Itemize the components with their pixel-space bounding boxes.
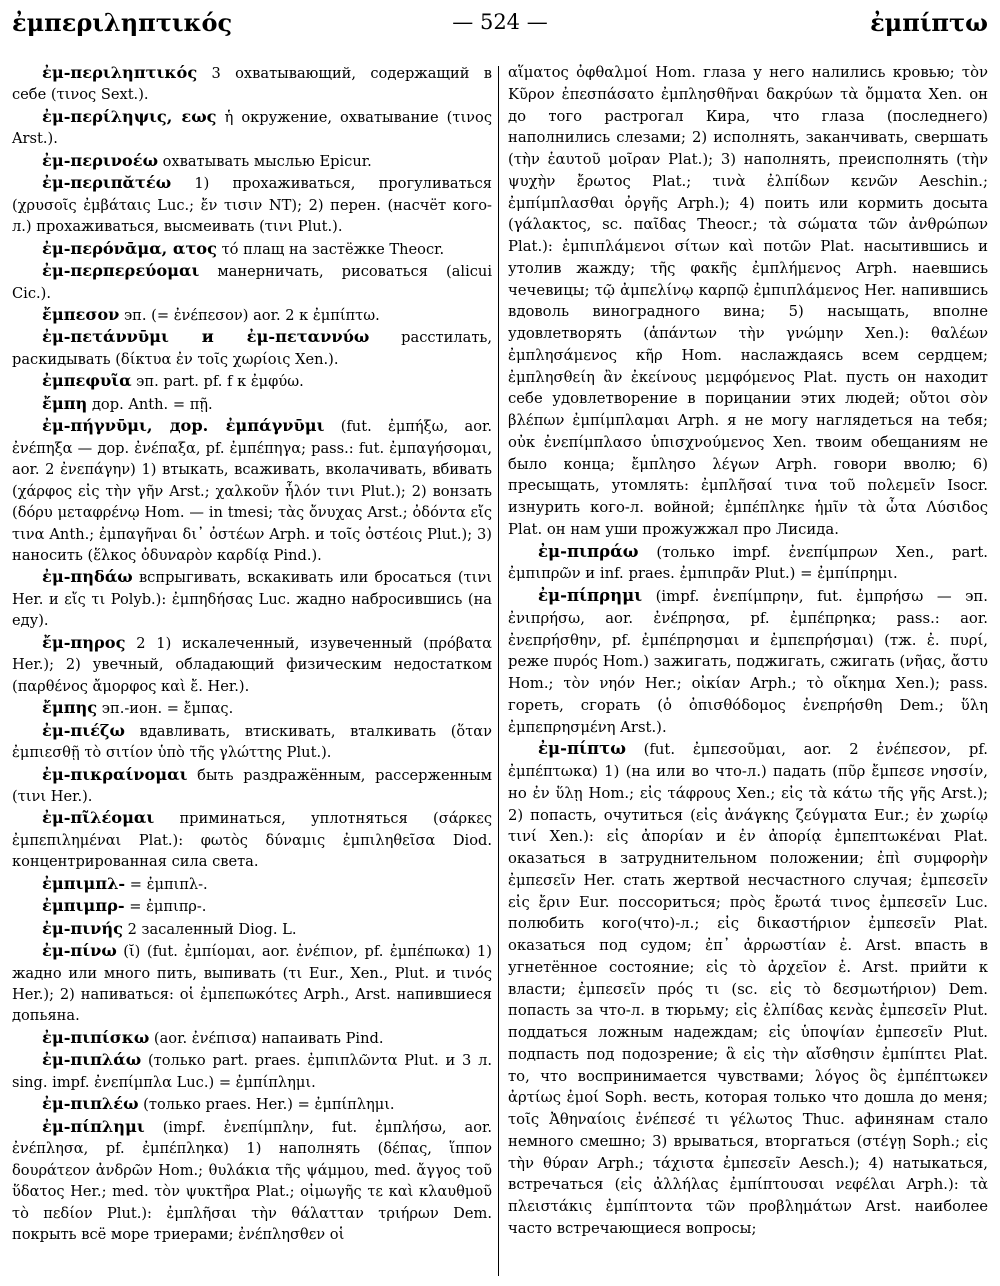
dictionary-entry: [508, 62, 988, 541]
left-column: [12, 62, 492, 1245]
entry-headword: ἐμ-περινοέω: [42, 150, 158, 170]
entry-headword: ἐμ-πιπράω: [538, 541, 639, 561]
entry-definition: 1) прохаживаться, прогуливаться (χρυσοῖς ἐμβάταις Luc.; ἔν τισιν NT); 2) перен. (насчёт кого-л.) прохаживаться, высмеивать (τινι Plut.).: [12, 175, 492, 236]
entry-definition: (fut. ἐμπήξω, aor. ἐνέπηξα — дор. ἐνέπαξα, pf. ἐμπέπηγα; pass.: fut. ἐμπαγήσομαι, aor. 2 ἐνεπάγην) 1) втыкать, всаживать, вколачивать, вбивать (χάρφος εἰς τὴν γῆν Arst.; χαλκοῦν ἧλόν τινι Plut.); 2) вонзать (δόρυ μεταφρένῳ Hom. — in tmesi; τὰς ὄνυχας Arst.; ὀδόντα εἴς τινα Anth.; ἐμπαγῆναι δι᾽ ὀστέων Arph. и τοῖς ὀστέοις Plut.); 3) наносить (ἕλκος ὀδυναρὸν καρδίᾳ Pind.).: [12, 418, 492, 564]
dictionary-entry: [12, 150, 492, 172]
entry-definition: быть раздражённым, рассерженным (τινι Her.).: [12, 766, 492, 805]
entry-headword: ἐμ-περπερεύομαι: [42, 261, 200, 281]
dictionary-entry: [12, 370, 492, 392]
entry-headword: ἐμ-πηδάω: [42, 567, 133, 587]
entry-definition: αἵματος ὀφθαλμοί Hom. глаза у него налились кровью; τὸν Κῦρον ἐπεσπάσατο ἐμπλησθῆναι δακρύων τὰ ὄμματα Xen. он до того растрогал Кира, что глаза (последнего) наполнились слезами; 2) исполнять, заканчивать, свершать (τὴν ἑαυτοῦ μοῖραν Plat.); 3) наполнять, преисполнять (τὴν ψυχὴν ἔρωτος Plat.; τινὰ ἐλπίδων κενῶν Aeschin.; ἐμπίμπλασθαι ὀργῆς Arph.); 4) поить или кормить досыта (γάλακτος, sc. παῖδας Theocr.; τὰ σώματα τῶν ἀνθρώπων Plat.): ἐμπιπλάμενοι σίτων καὶ ποτῶν Plat. насытившись и утолив жажду; τῆς φακῆς ἐμπλήμενος Arph. наевшись чечевицы; τῷ ἀμπελίνῳ καρπῷ ἐμπιπλάμενος Her. напившись вдоволь виноградного вина; 5) насыщать, вполне удовлетворять (ἁπάντων τὴν γνώμην Xen.): θαλέων ἐμπλησάμενος κῆρ Hom. наслаждаясь всем сердцем; ἐμπλησθείη ἂν ἐκείνους μεμφόμενος Plat. пусть он находит себе удовлетворение в порицании этих людей; οὔτοι σὸν βλέπων ἐμπίμπλαμαι Arph. я не могу наглядеться на тебя; οὐκ ἐνεπίμπλασο ὑπισχνούμενος Xen. твоим обещаниям не было конца; ἔμπλησο λέγων Arph. говори вволю; 6) пресыщать, утомлять: ἐμπλῆσαί τινα τοῦ πολεμεῖν Isocr. изнурить кого-л. войной; ἐμπέπληκε ἡμῖν τὰ ὦτα Λύσιδος Plat. он нам уши прожужжал про Лисида.: [508, 64, 988, 538]
dictionary-entry: [508, 585, 988, 738]
entry-definition: расстилать, раскидывать (δίκτυα ἐν τοῖς χωρίοις Xen.).: [12, 329, 492, 368]
entry-definition: (fut. ἐμπεσοῦμαι, aor. 2 ἐνέπεσον, pf. ἐμπέπτωκα) 1) (на или во что-л.) падать (πῦρ ἔμπεσε νησσίν, но ἐν ὕλῃ Hom.; εἰς τάφρους Xen.; εἰς τὰ κάτω τῆς γῆς Arst.); 2) попасть, очутиться (εἰς ἀνάγκης ζεύγματα Eur.; ἐν χωρίῳ τινί Xen.): εἰς ἀπορίαν и ἐν ἀπορίᾳ ἐμπεπτωκέναι Plat. оказаться в затруднительном положении; ἐπὶ συμφορὴν ἐμπεσεῖν Her. стать жертвой несчастного случая; ἐμπεσεῖν εἰς ἔριν Eur. поссориться; πρὸς ἔρωτά τινος ἐμπεσεῖν Luc. полюбить кого(что)-л.; εἰς δικαστήριον ἐμπεσεῖν Plat. оказаться под судом; ἐπ᾽ ἀρρωστίαν ἐ. Arst. впасть в угнетённое состояние; εἰς τὸ ἀρχεῖον ἐ. Arst. прийти к власти; ἐμπεσεῖν πρός τι (sc. εἰς τὸ δεσμωτήριον) Dem. попасть за что-л. в тюрьму; εἰς ἐλπίδας κενὰς ἐμπεσεῖν Plut. поддаться ложным надеждам; εἰς ὑποψίαν ἐμπεσεῖν Plut. подпасть под подозрение; ἃ εἰς τὴν αἴσθησιν ἐμπίπτει Plat. то, что воспринимается чувствами; λόγος ὃς ἐμπέπτωκεν ἀρτίως ἐμοί Soph. весть, которая только что дошла до меня; τοῖς Ἀθηναίοις ἐνέπεσέ τι γέλωτος Thuc. афинянам стало немного смешно; 3) врываться, вторгаться (στέγῃ Soph.; εἰς τὴν θύραν Arph.; τάχιστα ἐμπεσεῖν Aesch.); 4) натыкаться, встречаться (εἰς ἀλλήλας ἐμπίπτουσαι νεφέλαι Arph.): τὰ πλειστάκις ἐμπίπτοντα τῶν προβλημάτων Arst. наиболее часто встречающиеся вопросы;: [508, 741, 988, 1237]
entry-definition: (impf. ἐνεπίμπρην, fut. ἐμπρήσω — эп. ἐνιπρήσω, aor. ἐνέπρησα, pf. ἐμπέπρηκα; pass.: aor. ἐνεπρήσθην, pf. ἐμπέπρησμαι и ἐμπεπρήσμαι) (тж. ἐ. πυρί, реже πυρός Hom.) зажигать, поджигать, сжигать (νῆας, ἄστυ Hom.; τὸν νηόν Her.; οἰκίαν Arph.; τὸ οἴκημα Xen.); pass. гореть, сгорать (ὁ ὀπισθόδομος ἐνεπρήσθη Dem.; ὕλη ἐμπεπρησμένη Arst.).: [508, 588, 988, 736]
entry-headword: ἐμ-πίπρημι: [538, 586, 643, 605]
entry-headword: ἐμπεφυῖα: [42, 371, 132, 391]
dictionary-entry: [12, 918, 492, 940]
dictionary-entry: [12, 873, 492, 895]
entry-definition: (aor. ἐνέπισα) напаивать Pind.: [149, 1029, 384, 1047]
entry-headword: ἐμ-πιέζω: [42, 720, 125, 740]
dictionary-entry: [12, 326, 492, 370]
dictionary-entry: [12, 1027, 492, 1049]
entry-headword: ἐμ-πῖλέομαι: [42, 808, 155, 828]
entry-definition: (impf. ἐνεπίμπλην, fut. ἐμπλήσω, aor. ἐνέπλησα, pf. ἐμπέπληκα) 1) наполнять (δέπας, ἵππον δουράτεον ἀνδρῶν Hom.; θυλάκια τῆς ψάμμου, med. ἄγγος τοῦ ὕδατος Her.; med. τὸν ψυκτῆρα Plat.; οἰμωγῆς τε καὶ κλαυθμοῦ τὸ πεδίον Plut.): ἐμπλῆσαι τὴν θάλατταν τριήρων Dem. покрыть всё море триерами; ἐνέπλησθεν οἱ: [12, 1118, 492, 1244]
header-left-headword: ἐμπεριληπτικός: [12, 8, 233, 37]
dictionary-entry: [12, 172, 492, 237]
entry-definition: 3 охватывающий, содержащий в себе (τινος Sext.).: [12, 65, 492, 104]
entry-definition: = ἐμπιπλ-.: [125, 875, 208, 893]
entry-headword: ἐμ-περόνᾱμα, ατος: [42, 238, 217, 258]
entry-definition: (только praes. Her.) = ἐμπίπλημι.: [138, 1096, 395, 1114]
entry-definition: дор. Anth. = πῇ.: [87, 395, 213, 413]
entry-definition: = ἐμπιπρ-.: [124, 898, 207, 916]
dictionary-entry: [12, 304, 492, 326]
dictionary-entry: [12, 720, 492, 764]
page-number: — 524 —: [452, 10, 548, 34]
page-header: [12, 4, 988, 42]
entry-headword: ἔμπεσον: [42, 304, 120, 324]
entry-definition: (только impf. ἐνεπίμπρων Xen., part. ἐμπιπρῶν и inf. praes. ἐμπιπρᾶν Plut.) = ἐμπίπρημι.: [508, 543, 988, 583]
entry-definition: 2 засаленный Diog. L.: [122, 920, 297, 938]
dictionary-entry: [508, 541, 988, 586]
entry-headword: ἔμπη: [42, 393, 88, 413]
entry-headword: ἐμ-πιπίσκω: [42, 1027, 150, 1047]
dictionary-entry: [12, 260, 492, 304]
entry-headword: ἐμ-πιπλέω: [42, 1094, 139, 1114]
entry-headword: ἐμ-περιληπτικός: [42, 63, 198, 82]
dictionary-entry: [12, 807, 492, 872]
right-column: [508, 62, 988, 1240]
dictionary-entry: [12, 62, 492, 106]
entry-definition: эп.-ион. = ἔμπας.: [97, 700, 234, 718]
dictionary-entry: [12, 566, 492, 631]
header-right-headword: ἐμπίπτω: [870, 8, 988, 37]
entry-headword: ἔμπης: [42, 698, 98, 718]
dictionary-entry: [12, 1116, 492, 1246]
entry-definition: манерничать, рисоваться (alicui Cic.).: [12, 263, 492, 302]
entry-definition: эп. part. pf. f к ἐμφύω.: [131, 373, 304, 391]
dictionary-entry: [12, 895, 492, 917]
dictionary-entry: [12, 1049, 492, 1093]
entry-headword: ἐμ-πιπλάω: [42, 1050, 142, 1070]
dictionary-entry: [12, 106, 492, 150]
entry-headword: ἐμπιμπλ-: [42, 873, 126, 893]
entry-definition: τό плащ на застёжке Theocr.: [216, 240, 445, 258]
entry-definition: вдавливать, втискивать, вталкивать (ὅταν ἐμπιεσθῇ τὸ σιτίον ὑπὸ τῆς γλώττης Plut.).: [12, 722, 492, 762]
entry-definition: ἡ окружение, охватывание (τινος Arst.).: [12, 108, 492, 148]
entry-definition: (ῐ) (fut. ἐμπίομαι, aor. ἐνέπιον, pf. ἐμπέπωκα) 1) жадно или много пить, выпивать (τι Eur., Xen., Plut. и τινός Her.); 2) напиваться: οἱ ἐμπεπωκότες Arph., Arst. напившиеся допьяна.: [12, 943, 492, 1025]
entry-headword: ἔμ-πηρος: [42, 632, 126, 652]
entry-headword: ἐμ-περίληψις, εως: [42, 106, 217, 126]
entry-definition: (только part. praes. ἐμπιπλῶντα Plut. и 3 л. sing. impf. ἐνεπίμπλα Luc.) = ἐμπίπλημι.: [12, 1052, 492, 1091]
dictionary-entry: [12, 940, 492, 1027]
entry-definition: эп. (= ἐνέπεσον) aor. 2 к ἐμπίπτω.: [119, 306, 380, 324]
entry-definition: охватывать мыслью Epicur.: [157, 152, 372, 170]
entry-headword: ἐμπιμπρ-: [42, 896, 125, 916]
dictionary-entry: [12, 393, 492, 415]
entry-headword: ἐμ-πίπτω: [538, 739, 626, 759]
entry-definition: 2 1) искалеченный, изувеченный (πρόβατα Her.); 2) увечный, обладающий физическим недостатком (παρθένος ἄμορφος καὶ ἔ. Her.).: [12, 634, 492, 695]
entry-headword: ἐμ-πινής: [42, 918, 123, 938]
dictionary-entry: [12, 697, 492, 719]
entry-headword: ἐμ-πήγνῡμι, дор. ἐμπάγνῡμι: [42, 416, 325, 436]
entry-headword: ἐμ-πίνω: [42, 941, 117, 961]
entry-headword: ἐμ-πίπλημι: [42, 1116, 145, 1136]
dictionary-entry: [12, 632, 492, 697]
entry-definition: вспрыгивать, вскакивать или бросаться (τινι Her. и εἴς τι Polyb.): ἐμπηδήσας Luc. жадно набросившись (на еду).: [12, 569, 492, 630]
dictionary-entry: [508, 738, 988, 1239]
dictionary-entry: [12, 415, 492, 566]
entry-headword: ἐμ-περιπᾰτέω: [42, 173, 172, 193]
dictionary-entry: [12, 1093, 492, 1115]
dictionary-entry: [12, 764, 492, 808]
entry-headword: ἐμ-πετάννῡμι и ἐμ-πεταννύω: [42, 327, 370, 347]
column-divider: [498, 66, 499, 1276]
entry-headword: ἐμ-πικραίνομαι: [42, 764, 188, 784]
dictionary-entry: [12, 238, 492, 260]
entry-definition: приминаться, уплотняться (σάρκες ἐμπεπιλημέναι Plat.): φωτὸς δύναμις ἐμπιληθεῖσα Diod. концентрированная сила света.: [12, 810, 492, 871]
